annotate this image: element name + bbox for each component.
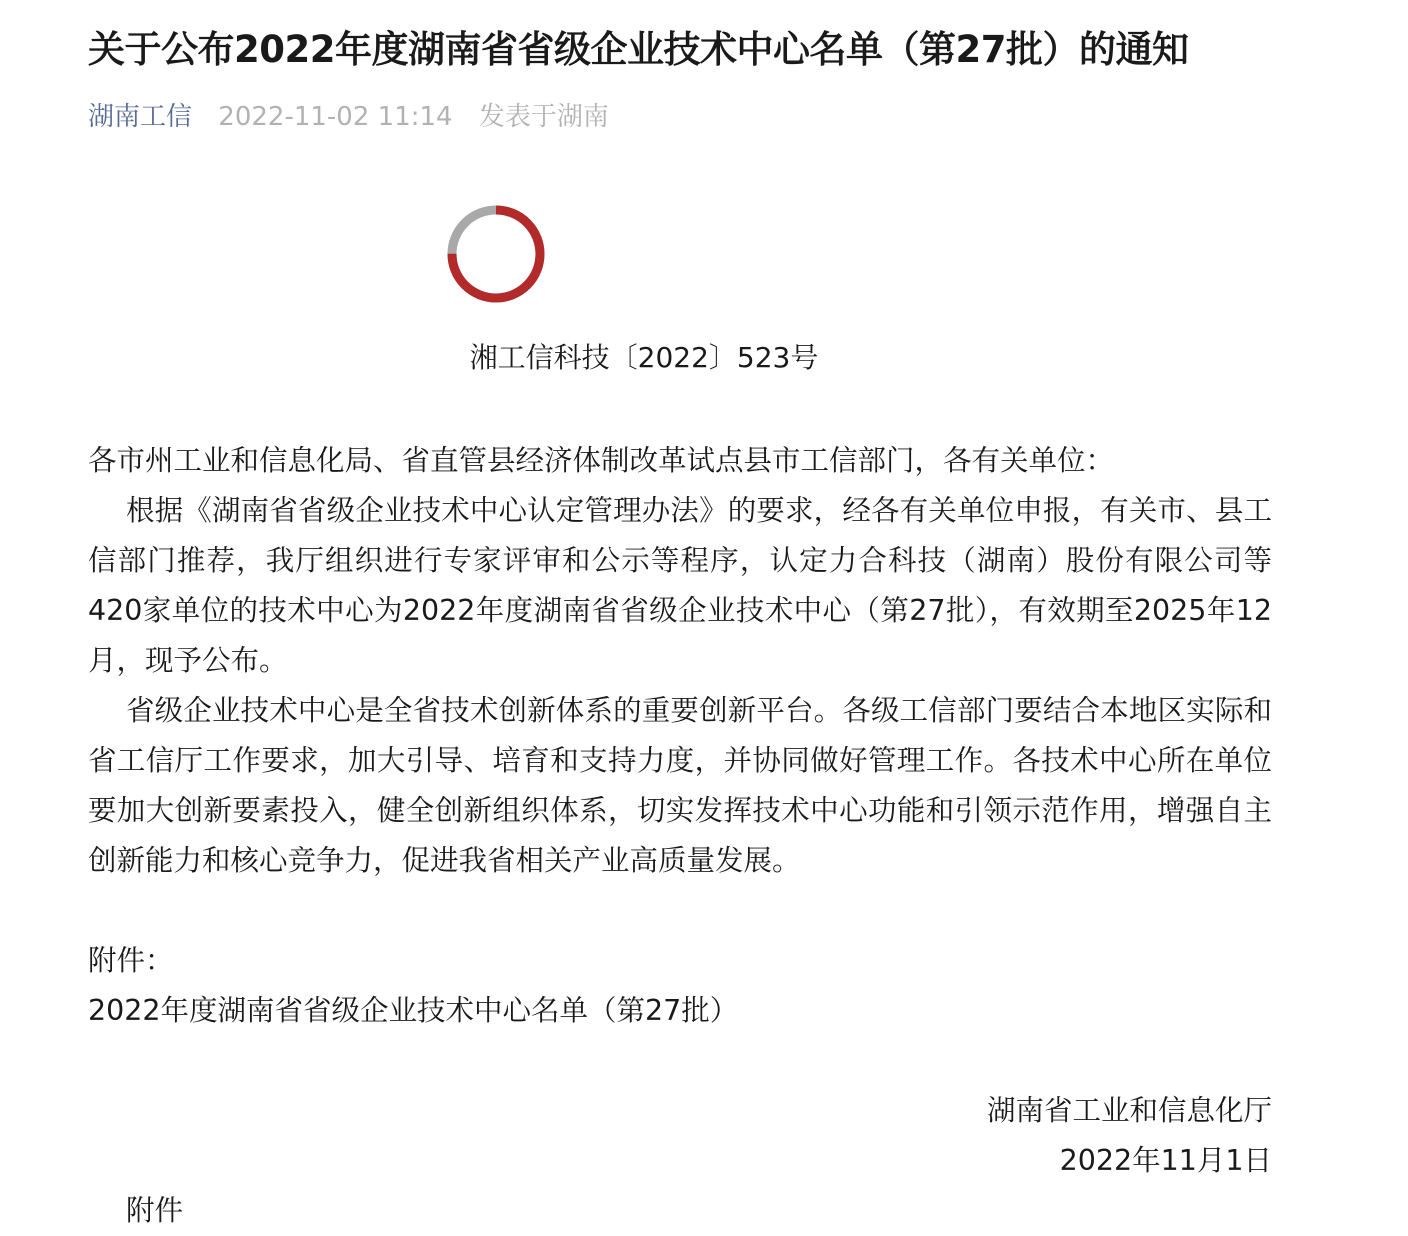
- article-meta: [88, 100, 609, 134]
- document-body: [88, 436, 1272, 886]
- body-paragraph-1: 根据《湖南省省级企业技术中心认定管理办法》的要求，经各有关单位申报，有关市、县工信部门推荐，我厅组织进行专家评审和公示等程序，认定力合科技（湖南）股份有限公司等420家单位的技术中心为2022年度湖南省省级企业技术中心（第27批），有效期至2025年12月，现予公布。: [88, 494, 1272, 677]
- attachment-heading: 附件: [126, 1194, 184, 1227]
- document-number: 湘工信科技〔2022〕523号: [469, 341, 819, 374]
- attachment-label: 附件：: [88, 944, 174, 977]
- salutation: 各市州工业和信息化局、省直管县经济体制改革试点县市工信部门，各有关单位：: [88, 444, 1115, 477]
- attachment-title: 2022年度湖南省省级企业技术中心名单（第27批）: [88, 994, 739, 1027]
- account-name-link[interactable]: 湖南工信: [88, 102, 193, 132]
- signature-date: 2022年11月1日: [1059, 1144, 1272, 1177]
- publish-time: 2022-11-02 11:14: [218, 102, 453, 132]
- publish-location: 发表于湖南: [478, 102, 609, 132]
- signature-org: 湖南省工业和信息化厅: [986, 1094, 1272, 1127]
- article-title: 关于公布2022年度湖南省省级企业技术中心名单（第27批）的通知: [88, 28, 1189, 71]
- circular-seal-icon: [446, 204, 546, 304]
- body-paragraph-2: 省级企业技术中心是全省技术创新体系的重要创新平台。各级工信部门要结合本地区实际和省工信厅工作要求，加大引导、培育和支持力度，并协同做好管理工作。各技术中心所在单位要加大创新要素投入，健全创新组织体系，切实发挥技术中心功能和引领示范作用，增强自主创新能力和核心竞争力，促进我省相关产业高质量发展。: [88, 694, 1272, 877]
- signature-block: [987, 1086, 1272, 1186]
